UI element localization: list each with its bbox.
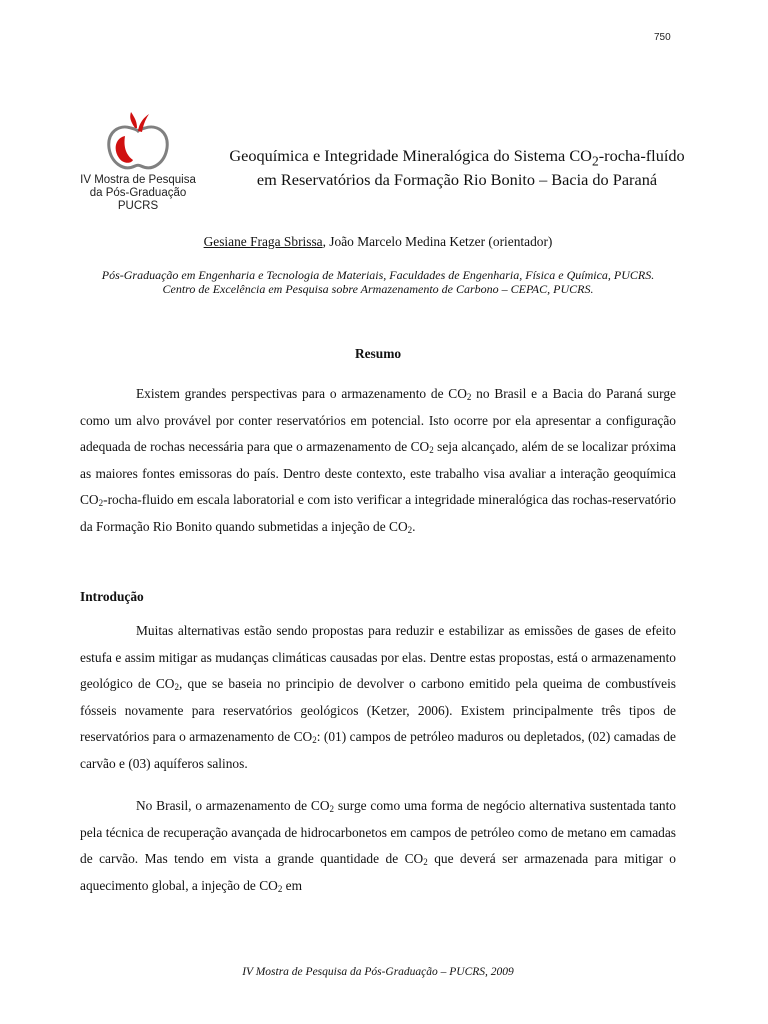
- logo-text: [62, 174, 214, 213]
- affiliation-line-1: Pós-Graduação em Engenharia e Tecnologia de Materiais, Faculdades de Engenharia, Física e Química, PUCRS.: [101, 268, 655, 282]
- page-footer: IV Mostra de Pesquisa da Pós-Graduação – PUCRS, 2009: [242, 966, 514, 978]
- apple-logo-icon: [101, 110, 175, 178]
- logo-line-1: IV Mostra de Pesquisa: [80, 174, 196, 186]
- introducao-paragraph-2: No Brasil, o armazenamento de $CO_2$ surge como uma forma de negócio alternativa sustentada tanto pela técnica de recuperação avançada de hidrocarbonetos em campos de petróleo como de metano em camadas de carvão. Mas tendo em vista a grande quantidade de $CO_2$ que deverá ser armazenada para mitigar o aquecimento global, a injeção de $CO_2$ em: [80, 798, 676, 894]
- authors: Gesiane Fraga Sbrissa, João Marcelo Medina Ketzer (orientador): [203, 234, 553, 249]
- affiliation: [80, 268, 676, 296]
- paper-title: Geoquímica e Integridade Mineralógica do Sistema $CO_2-rocha$-fluído em Reservatórios da Formação Rio Bonito – Bacia do Paraná: [229, 146, 685, 190]
- logo-line-2: da Pós-Graduação: [89, 187, 187, 199]
- page-number: 750: [654, 32, 671, 43]
- event-logo: [62, 110, 214, 215]
- resumo-heading: Resumo: [354, 346, 402, 361]
- logo-line-3: PUCRS: [117, 200, 159, 212]
- introducao-paragraph-1: Muitas alternativas estão sendo propostas para reduzir e estabilizar as emissões de gases de efeito estufa e assim mitigar as mudanças climáticas causadas por elas. Dentre estas propostas, está o armazenamento geológico de $CO_2$, que se baseia no principio de devolver o carbono emitido pela queima de combustíveis fósseis novamente para reservatórios geológicos (Ketzer, 2006). Existem principalmente três tipos de reservatórios para o armazenamento de $CO_2$: (01) campos de petróleo maduros ou depletados, (02) camadas de carvão e (03) aquíferos salinos.: [80, 623, 676, 771]
- resumo-paragraph: Existem grandes perspectivas para o armazenamento de $CO_2$ no Brasil e a Bacia do Paraná surge como um alvo provável por conter reservatórios em potencial. Isto ocorre por ela apresentar a configuração adequada de rochas necessária para que o armazenamento de $CO_2$ seja alcançado, além de se localizar próxima as maiores fontes emissoras do país. Dentro deste contexto, este trabalho visa avaliar a interação geoquímica $CO_2-rocha$-fluido em escala laboratorial e com isto verificar a integridade mineralógica das rochas-reservatório da Formação Rio Bonito quando submetidas a injeção de $CO_2$.: [80, 386, 677, 535]
- main-author: Gesiane Fraga Sbrissa: [203, 234, 323, 249]
- introducao-heading: Introdução: [80, 589, 144, 604]
- affiliation-line-2: Centro de Excelência em Pesquisa sobre Armazenamento de Carbono – CEPAC, PUCRS.: [162, 282, 594, 296]
